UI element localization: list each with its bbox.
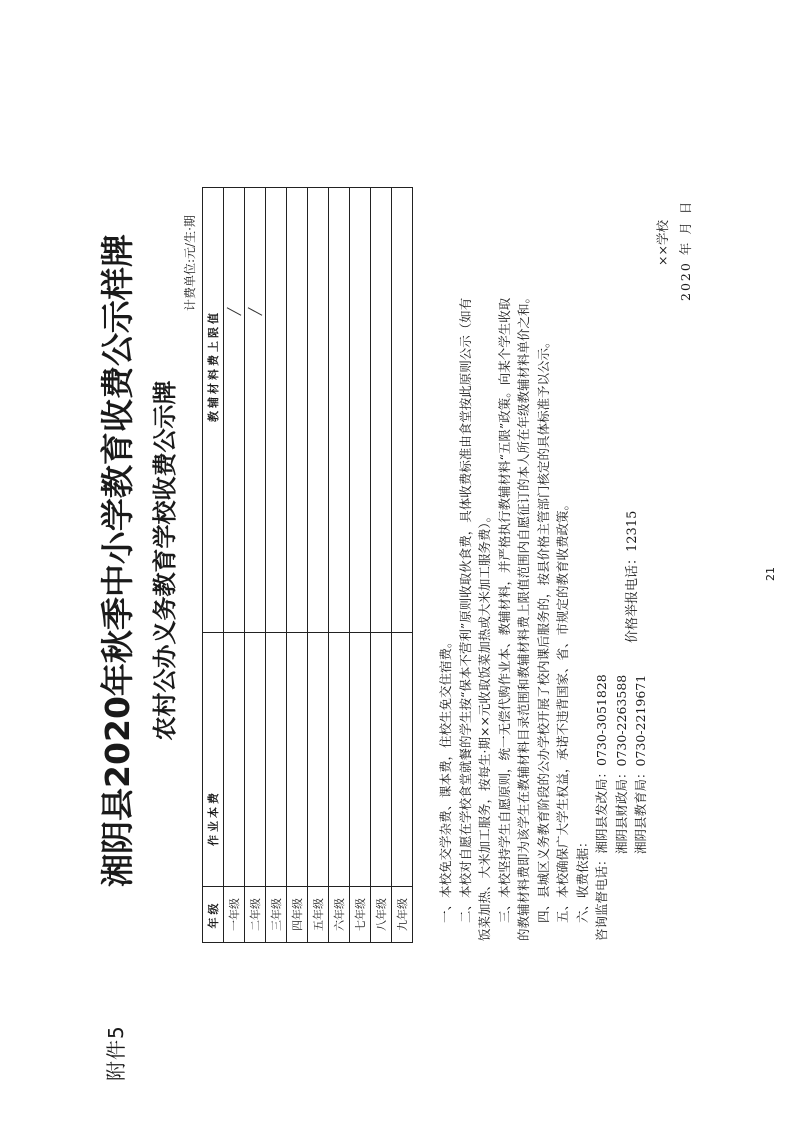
work-fee-cell bbox=[350, 633, 371, 887]
materials-fee-cell bbox=[329, 188, 350, 633]
price-report-hotline: 价格举报电话：12315 bbox=[625, 510, 640, 643]
page-number: 21 bbox=[764, 567, 777, 581]
work-fee-cell bbox=[266, 633, 287, 887]
materials-fee-cell bbox=[350, 188, 371, 633]
work-fee-cell bbox=[287, 633, 308, 887]
note-3-line-2: 的教辅材料费即为该学生在教辅材料目录范围和教辅材料费上限值范围内自愿征订的本人所在年级教辅材料单价之和。 bbox=[516, 290, 531, 941]
table-row bbox=[287, 188, 308, 943]
materials-fee-cell bbox=[287, 188, 308, 633]
table-row bbox=[308, 188, 329, 943]
slash-mark bbox=[248, 307, 263, 315]
contact-org: 湘阴县教育局： bbox=[633, 766, 648, 854]
materials-fee-cell bbox=[266, 188, 287, 633]
materials-fee-cell bbox=[392, 188, 413, 633]
note-3-line-1: 三、本校坚持学生自愿原则，统一无偿代购作业本、教辅材料，并严格执行教辅材料“五限”政策。向某个学生收取 bbox=[496, 297, 512, 923]
grade-cell: 一年级 bbox=[224, 887, 245, 943]
contact-org: 湘阴县财政局： bbox=[613, 766, 629, 854]
note-2-line-2: 饭菜加热、大米加工服务，按每生·期××元收取饭菜加热或大米加工服务费）。 bbox=[477, 509, 492, 941]
signature-date: 2020 年 月 日 bbox=[678, 199, 693, 301]
materials-fee-cell bbox=[224, 188, 245, 633]
table-row bbox=[266, 188, 287, 943]
table-row bbox=[392, 188, 413, 943]
fee-table bbox=[202, 187, 413, 943]
materials-fee-cell bbox=[245, 188, 266, 633]
table-row bbox=[350, 188, 371, 943]
contact-org: 湘阴县发改局： bbox=[594, 765, 609, 854]
contact-phone: 0730-2263588 bbox=[613, 674, 629, 767]
unit-note: 计费单位:元/生·期 bbox=[183, 215, 197, 311]
table-row bbox=[224, 188, 245, 943]
slash-mark bbox=[227, 307, 242, 315]
work-fee-cell bbox=[245, 633, 266, 887]
work-fee-cell bbox=[392, 633, 413, 887]
grade-cell: 六年级 bbox=[329, 887, 350, 943]
notes-section bbox=[436, 141, 651, 941]
contact-phone: 0730-2219671 bbox=[633, 674, 648, 767]
work-fee-cell bbox=[329, 633, 350, 887]
attachment-label: 附件5 bbox=[104, 1025, 128, 1081]
work-fee-cell bbox=[371, 633, 392, 887]
note-1: 一、本校免交学杂费、课本费，住校生免交住宿费。 bbox=[438, 635, 453, 923]
materials-fee-cell bbox=[371, 188, 392, 633]
signature-school: ××学校 bbox=[655, 220, 670, 266]
page-title: 湘阴县2020年秋季中小学教育收费公示样牌 bbox=[98, 234, 137, 887]
work-fee-cell bbox=[224, 633, 245, 887]
table-row bbox=[371, 188, 392, 943]
grade-cell: 四年级 bbox=[287, 887, 308, 943]
materials-fee-cell bbox=[308, 188, 329, 633]
contact-phone: 0730-3051828 bbox=[594, 674, 609, 766]
contact-line-1 bbox=[592, 141, 612, 941]
grade-cell: 八年级 bbox=[371, 887, 392, 943]
page-subtitle: 农村公办义务教育学校收费公示牌 bbox=[151, 380, 179, 741]
note-2-line-1: 二、本校对自愿在学校食堂就餐的学生按“保本不营利”原则收取伙食费，具体收费标准由食堂按此原则公示（如有 bbox=[457, 297, 473, 923]
grade-cell: 三年级 bbox=[266, 887, 287, 943]
note-6: 六、收费依据： bbox=[574, 835, 590, 923]
header-grade: 年级 bbox=[203, 887, 224, 943]
table-row bbox=[329, 188, 350, 943]
table-row bbox=[245, 188, 266, 943]
grade-cell: 二年级 bbox=[245, 887, 266, 943]
header-materials-fee-cap: 教辅材料费上限值 bbox=[203, 188, 224, 633]
table-header-row bbox=[203, 188, 224, 943]
hotline-label: 咨询监督电话： bbox=[594, 853, 609, 941]
note-4: 四、县城区义务教育阶段的公办学校开展了校内课后服务的，按县价格主管部门核定的具体标准予以公示。 bbox=[535, 335, 551, 923]
note-5: 五、本校确保广大学生权益，承诺不违背国家、省、市规定的教育收费政策。 bbox=[555, 497, 570, 923]
grade-cell: 七年级 bbox=[350, 887, 371, 943]
grade-cell: 九年级 bbox=[392, 887, 413, 943]
grade-cell: 五年级 bbox=[308, 887, 329, 943]
work-fee-cell bbox=[308, 633, 329, 887]
header-work-book-fee: 作业本费 bbox=[203, 633, 224, 887]
